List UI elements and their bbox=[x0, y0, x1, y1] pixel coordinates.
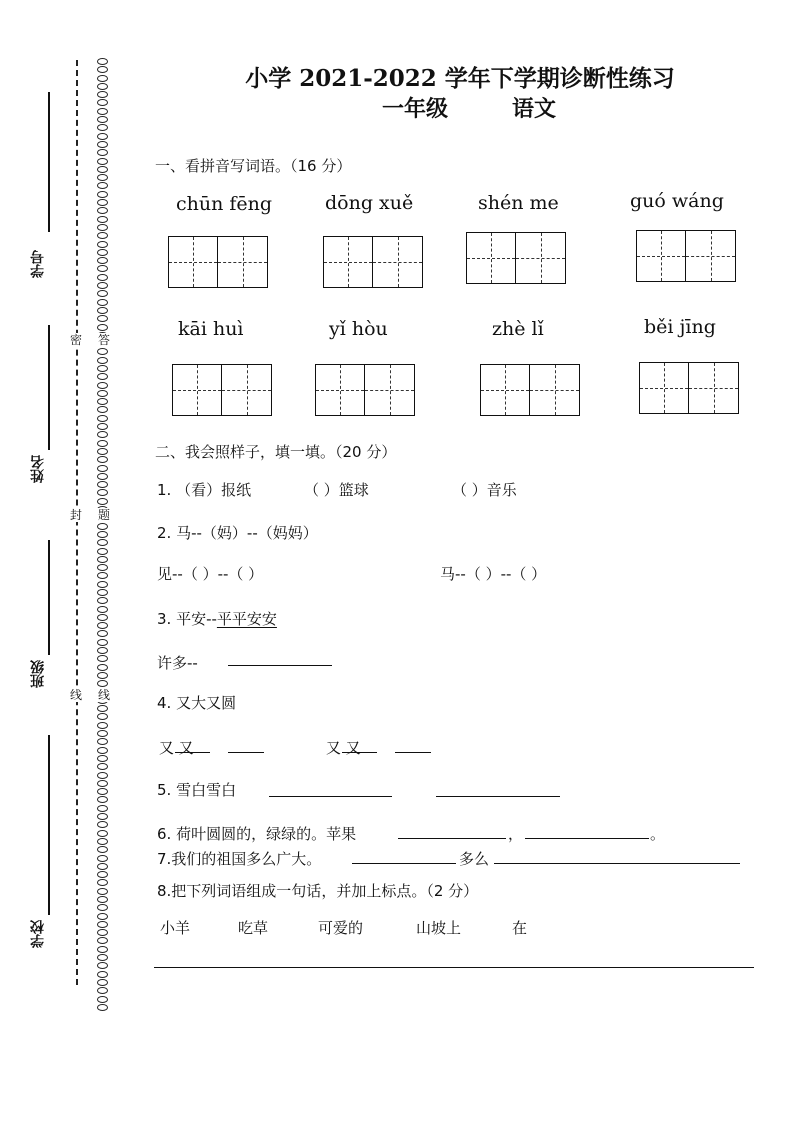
binding-ring bbox=[97, 996, 108, 1003]
pinyin-chun-feng: chūn fēng bbox=[176, 193, 273, 215]
binding-ring bbox=[97, 763, 108, 770]
binding-ring bbox=[97, 622, 108, 629]
binding-ring bbox=[97, 572, 108, 579]
binding-ring bbox=[97, 664, 108, 671]
q6-answer-line-2[interactable] bbox=[525, 838, 649, 839]
student-id-label: 学号 bbox=[30, 250, 46, 278]
pinyin-dong-xue: dōng xuě bbox=[325, 192, 414, 214]
q6-period: 。 bbox=[650, 825, 666, 843]
binding-ring bbox=[97, 954, 108, 961]
binding-ring bbox=[97, 722, 108, 729]
binding-ring bbox=[97, 390, 108, 397]
class-line bbox=[48, 540, 50, 655]
q2-jian-blank[interactable]: 见--（ ）--（ ） bbox=[157, 565, 264, 583]
grid-cell[interactable] bbox=[467, 233, 516, 283]
q4-example: 4. 又大又圆 bbox=[157, 694, 237, 712]
pinyin-guo-wang: guó wáng bbox=[630, 190, 724, 212]
binding-ring bbox=[97, 962, 108, 969]
section2-heading: 二、我会照样子，填一填。（20 分） bbox=[155, 443, 397, 461]
binding-ring bbox=[97, 830, 108, 837]
binding-ring bbox=[97, 581, 108, 588]
binding-ring bbox=[97, 871, 108, 878]
q4-b-line-1[interactable] bbox=[342, 752, 377, 753]
section1-heading: 一、看拼音写词语。（16 分） bbox=[155, 157, 352, 175]
seal-word-feng: 封 bbox=[66, 508, 86, 522]
grid-cell[interactable] bbox=[640, 363, 689, 413]
binding-ring bbox=[97, 423, 108, 430]
binding-ring bbox=[97, 539, 108, 546]
binding-ring bbox=[97, 498, 108, 505]
school-line bbox=[48, 735, 50, 915]
binding-ring bbox=[97, 249, 108, 256]
binding-rings bbox=[97, 58, 111, 1012]
binding-ring bbox=[97, 299, 108, 306]
grid-cell[interactable] bbox=[516, 233, 565, 283]
binding-ring bbox=[97, 133, 108, 140]
q8-word-5: 在 bbox=[512, 919, 528, 937]
subject-label: 语文 bbox=[512, 96, 557, 122]
q4-a-line-1[interactable] bbox=[175, 752, 210, 753]
binding-ring bbox=[97, 116, 108, 123]
q5-answer-line-1[interactable] bbox=[269, 796, 392, 797]
grid-cell[interactable] bbox=[173, 365, 222, 415]
binding-ring bbox=[97, 382, 108, 389]
binding-ring bbox=[97, 606, 108, 613]
answer-word-xian: 线 bbox=[95, 688, 113, 702]
q8-answer-line[interactable] bbox=[154, 967, 754, 968]
q3-example-answer: 平平安安 bbox=[216, 610, 277, 628]
binding-ring bbox=[97, 265, 108, 272]
binding-ring bbox=[97, 224, 108, 231]
binding-ring bbox=[97, 124, 108, 131]
q1-blank-music[interactable]: （ ）音乐 bbox=[452, 481, 517, 499]
q4-a-line-2[interactable] bbox=[228, 752, 264, 753]
q7-mid: 多么 bbox=[459, 850, 490, 868]
binding-ring bbox=[97, 987, 108, 994]
binding-ring bbox=[97, 896, 108, 903]
binding-ring bbox=[97, 879, 108, 886]
seal-dashed-line bbox=[76, 60, 78, 985]
binding-ring bbox=[97, 937, 108, 944]
q7-answer-line-1[interactable] bbox=[352, 863, 456, 864]
binding-ring bbox=[97, 149, 108, 156]
binding-ring bbox=[97, 1004, 108, 1011]
student-id-line bbox=[48, 92, 50, 232]
grid-cell[interactable] bbox=[324, 237, 373, 287]
binding-ring bbox=[97, 805, 108, 812]
binding-ring bbox=[97, 655, 108, 662]
binding-ring bbox=[97, 855, 108, 862]
q6-answer-line-1[interactable] bbox=[398, 838, 506, 839]
binding-ring bbox=[97, 199, 108, 206]
binding-ring bbox=[97, 257, 108, 264]
binding-ring bbox=[97, 282, 108, 289]
grid-cell[interactable] bbox=[218, 237, 267, 287]
binding-ring bbox=[97, 904, 108, 911]
grid-cell[interactable] bbox=[530, 365, 579, 415]
name-label: 姓名 bbox=[30, 455, 46, 483]
binding-ring bbox=[97, 614, 108, 621]
q3-prompt: 许多-- bbox=[157, 654, 198, 672]
q2-ma-blank[interactable]: 马--（ ）--（ ） bbox=[440, 565, 547, 583]
grid-cell[interactable] bbox=[169, 237, 218, 287]
pinyin-zhe-li: zhè lǐ bbox=[492, 318, 544, 340]
writing-grid-2[interactable] bbox=[323, 236, 423, 288]
binding-ring bbox=[97, 772, 108, 779]
binding-ring bbox=[97, 672, 108, 679]
binding-ring bbox=[97, 415, 108, 422]
binding-ring bbox=[97, 448, 108, 455]
q7-prompt: 7.我们的祖国多么广大。 bbox=[157, 850, 322, 868]
q1-example: 1. （看）报纸 bbox=[157, 481, 252, 499]
pinyin-kai-hui: kāi huì bbox=[178, 318, 244, 340]
binding-ring bbox=[97, 324, 108, 331]
q1-blank-basketball[interactable]: （ ）篮球 bbox=[304, 481, 369, 499]
q5-example: 5. 雪白雪白 bbox=[157, 781, 237, 799]
pinyin-bei-jing: běi jīng bbox=[644, 316, 716, 338]
pinyin-yi-hou: yǐ hòu bbox=[329, 318, 388, 340]
binding-ring bbox=[97, 66, 108, 73]
binding-ring bbox=[97, 913, 108, 920]
seal-word-xian: 线 bbox=[66, 688, 86, 702]
binding-ring bbox=[97, 456, 108, 463]
q3-answer-line[interactable] bbox=[228, 665, 332, 666]
binding-ring bbox=[97, 730, 108, 737]
binding-ring bbox=[97, 357, 108, 364]
q4-pattern-a[interactable]: 又 又 bbox=[159, 739, 194, 757]
binding-ring bbox=[97, 481, 108, 488]
grade-label: 一年级 bbox=[382, 96, 449, 122]
binding-ring bbox=[97, 489, 108, 496]
writing-grid-8[interactable] bbox=[639, 362, 739, 414]
binding-ring bbox=[97, 465, 108, 472]
binding-ring bbox=[97, 788, 108, 795]
binding-ring bbox=[97, 108, 108, 115]
class-label: 班级 bbox=[30, 660, 46, 688]
binding-ring bbox=[97, 556, 108, 563]
grid-cell[interactable] bbox=[222, 365, 271, 415]
binding-ring bbox=[97, 647, 108, 654]
binding-ring bbox=[97, 597, 108, 604]
q8-word-4: 山坡上 bbox=[416, 919, 462, 937]
school-label: 学校 bbox=[30, 920, 46, 948]
binding-ring bbox=[97, 747, 108, 754]
binding-ring bbox=[97, 207, 108, 214]
exam-title: 小学 2021-2022 学年下学期诊断性练习 bbox=[245, 65, 675, 92]
binding-ring bbox=[97, 680, 108, 687]
binding-ring bbox=[97, 241, 108, 248]
binding-ring bbox=[97, 141, 108, 148]
binding-ring bbox=[97, 589, 108, 596]
binding-ring bbox=[97, 365, 108, 372]
binding-ring bbox=[97, 821, 108, 828]
binding-ring bbox=[97, 630, 108, 637]
binding-ring bbox=[97, 174, 108, 181]
binding-ring bbox=[97, 564, 108, 571]
grid-cell[interactable] bbox=[686, 231, 735, 281]
binding-ring bbox=[97, 888, 108, 895]
binding-ring bbox=[97, 290, 108, 297]
binding-ring bbox=[97, 979, 108, 986]
writing-grid-5[interactable] bbox=[172, 364, 272, 416]
grid-cell[interactable] bbox=[481, 365, 530, 415]
binding-ring bbox=[97, 796, 108, 803]
binding-ring bbox=[97, 473, 108, 480]
binding-ring bbox=[97, 440, 108, 447]
binding-ring bbox=[97, 158, 108, 165]
pinyin-shen-me: shén me bbox=[478, 192, 559, 214]
binding-ring bbox=[97, 166, 108, 173]
writing-grid-3[interactable] bbox=[466, 232, 566, 284]
binding-ring bbox=[97, 58, 108, 65]
binding-ring bbox=[97, 813, 108, 820]
binding-ring bbox=[97, 929, 108, 936]
binding-ring bbox=[97, 738, 108, 745]
binding-ring bbox=[97, 531, 108, 538]
binding-ring bbox=[97, 315, 108, 322]
writing-grid-6[interactable] bbox=[315, 364, 415, 416]
binding-ring bbox=[97, 91, 108, 98]
binding-ring bbox=[97, 921, 108, 928]
q6-comma: ， bbox=[508, 825, 524, 843]
q3-label: 3. 平安-- bbox=[157, 610, 217, 628]
q4-b-line-2[interactable] bbox=[395, 752, 431, 753]
binding-ring bbox=[97, 348, 108, 355]
binding-ring bbox=[97, 523, 108, 530]
grid-cell[interactable] bbox=[637, 231, 686, 281]
grid-cell[interactable] bbox=[365, 365, 414, 415]
q4-pattern-b[interactable]: 又 又 bbox=[326, 739, 361, 757]
binding-ring bbox=[97, 99, 108, 106]
q5-answer-line-2[interactable] bbox=[436, 796, 560, 797]
binding-ring bbox=[97, 755, 108, 762]
binding-ring bbox=[97, 846, 108, 853]
binding-ring bbox=[97, 713, 108, 720]
writing-grid-4[interactable] bbox=[636, 230, 736, 282]
binding-ring bbox=[97, 373, 108, 380]
q2-example: 2. 马--（妈）--（妈妈） bbox=[157, 524, 318, 542]
q8-prompt: 8.把下列词语组成一句话，并加上标点。（2 分） bbox=[157, 882, 479, 900]
binding-ring bbox=[97, 946, 108, 953]
binding-ring bbox=[97, 274, 108, 281]
binding-ring bbox=[97, 83, 108, 90]
grid-cell[interactable] bbox=[316, 365, 365, 415]
answer-word-da: 答 bbox=[95, 333, 113, 347]
binding-ring bbox=[97, 191, 108, 198]
binding-ring bbox=[97, 182, 108, 189]
binding-ring bbox=[97, 431, 108, 438]
binding-ring bbox=[97, 863, 108, 870]
seal-word-mi: 密 bbox=[66, 333, 86, 347]
binding-ring bbox=[97, 838, 108, 845]
q3-example bbox=[157, 608, 277, 629]
q8-word-3: 可爱的 bbox=[318, 919, 364, 937]
binding-ring bbox=[97, 780, 108, 787]
binding-ring bbox=[97, 639, 108, 646]
binding-ring bbox=[97, 307, 108, 314]
binding-ring bbox=[97, 398, 108, 405]
q6-prompt: 6. 荷叶圆圆的，绿绿的。苹果 bbox=[157, 825, 357, 843]
q8-word-2: 吃草 bbox=[238, 919, 269, 937]
answer-word-ti: 题 bbox=[95, 508, 113, 522]
binding-ring bbox=[97, 971, 108, 978]
grid-cell[interactable] bbox=[373, 237, 422, 287]
binding-ring bbox=[97, 705, 108, 712]
binding-ring bbox=[97, 75, 108, 82]
q7-answer-line-2[interactable] bbox=[494, 863, 740, 864]
grid-cell[interactable] bbox=[689, 363, 738, 413]
binding-ring bbox=[97, 548, 108, 555]
q8-word-1: 小羊 bbox=[160, 919, 191, 937]
binding-ring bbox=[97, 232, 108, 239]
writing-grid-1[interactable] bbox=[168, 236, 268, 288]
binding-ring bbox=[97, 216, 108, 223]
writing-grid-7[interactable] bbox=[480, 364, 580, 416]
binding-ring bbox=[97, 406, 108, 413]
name-line bbox=[48, 325, 50, 450]
